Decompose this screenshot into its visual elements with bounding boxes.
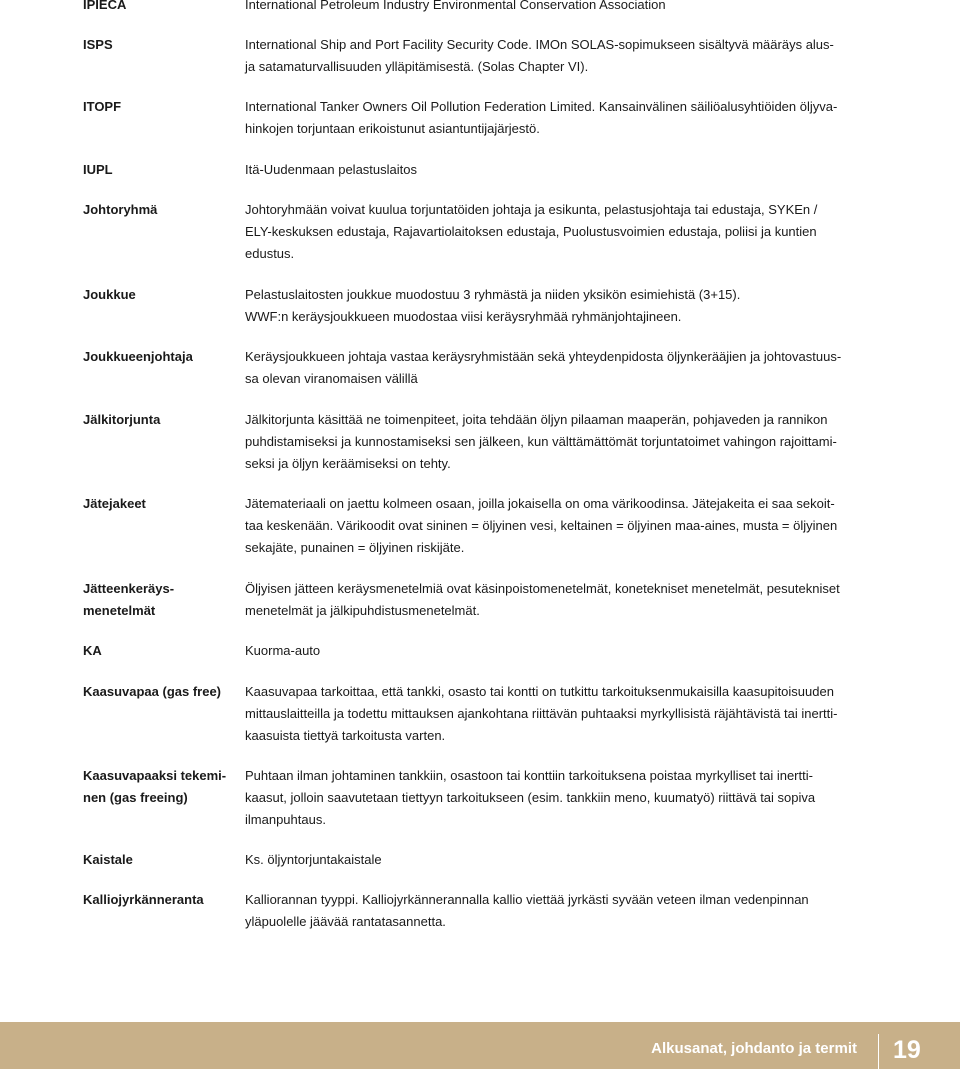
glossary-term: ISPS bbox=[83, 37, 113, 52]
definition-line: sa olevan viranomaisen välillä bbox=[245, 371, 418, 386]
glossary-definition bbox=[245, 0, 855, 16]
glossary-definition bbox=[245, 889, 855, 933]
glossary-term: Jätejakeet bbox=[83, 496, 146, 511]
definition-line: kaasut, jolloin saavutetaan tiettyyn tarkoitukseen (esim. tankkiin meno, kuumatyö) riittävä tai sopiva bbox=[245, 790, 816, 805]
definition-line: Jälkitorjunta käsittää ne toimenpiteet, joita tehdään öljyn pilaaman maaperän, pohjaveden ja rannikon bbox=[245, 412, 828, 427]
glossary-definition bbox=[245, 765, 855, 831]
glossary-definition bbox=[245, 284, 855, 328]
glossary-definition bbox=[245, 640, 855, 662]
definition-line: seksi ja öljyn keräämiseksi on tehty. bbox=[245, 456, 451, 471]
definition-line: Keräysjoukkueen johtaja vastaa keräysryhmistään sekä yhteydenpidosta öljynkerääjien ja johtovastuus- bbox=[245, 349, 842, 364]
glossary-term: Joukkue bbox=[83, 287, 136, 302]
glossary-definition bbox=[245, 493, 855, 559]
glossary-definition bbox=[245, 34, 855, 78]
definition-line: Kalliorannan tyyppi. Kalliojyrkännerannalla kallio viettää jyrkästi syvään veteen ilman vedenpinnan bbox=[245, 892, 809, 907]
definition-line: WWF:n keräysjoukkueen muodostaa viisi keräysryhmää ryhmänjohtajineen. bbox=[245, 309, 682, 324]
glossary-term: Johtoryhmä bbox=[83, 202, 158, 217]
definition-line: taa keskenään. Värikoodit ovat sininen = öljyinen vesi, keltainen = öljyinen maa-aines, musta = öljyinen bbox=[245, 518, 838, 533]
glossary-term: Jälkitorjunta bbox=[83, 412, 161, 427]
glossary-definition bbox=[245, 578, 855, 622]
definition-line: hinkojen torjuntaan erikoistunut asiantuntijajärjestö. bbox=[245, 121, 540, 136]
glossary-term: Kalliojyrkänneranta bbox=[83, 892, 204, 907]
glossary-term: Kaasuvapaa (gas free) bbox=[83, 684, 222, 699]
glossary-definition bbox=[245, 159, 855, 181]
glossary-term: IUPL bbox=[83, 162, 113, 177]
glossary-term: Kaasuvapaaksi tekemi- nen (gas freeing) bbox=[83, 768, 227, 805]
page-number: 19 bbox=[893, 1036, 921, 1064]
glossary-definition bbox=[245, 409, 855, 475]
footer-divider bbox=[878, 1034, 879, 1069]
definition-line: Jätemateriaali on jaettu kolmeen osaan, joilla jokaisella on oma värikoodinsa. Jätejakeita ei saa sekoit- bbox=[245, 496, 835, 511]
glossary-term: Jätteenkeräys- menetelmät bbox=[83, 581, 175, 618]
glossary-term: IPIECA bbox=[83, 0, 127, 12]
definition-line: kaasuista tiettyä tarkoitusta varten. bbox=[245, 728, 446, 743]
glossary-term: Joukkueenjohtaja bbox=[83, 349, 193, 364]
definition-line: puhdistamiseksi ja kunnostamiseksi sen jälkeen, kun välttämättömät torjuntatoimet vahingon rajoittami- bbox=[245, 434, 837, 449]
glossary-definition bbox=[245, 346, 855, 390]
definition-line: Kaasuvapaa tarkoittaa, että tankki, osasto tai kontti on tutkittu tarkoituksenmukaisilla kaasupitoisuuden bbox=[245, 684, 834, 699]
definition-line: International Tanker Owners Oil Pollution Federation Limited. Kansainvälinen säiliöalusyhtiöiden öljyva- bbox=[245, 99, 838, 114]
glossary-definition bbox=[245, 199, 855, 265]
definition-line: Ks. öljyntorjuntakaistale bbox=[245, 852, 382, 867]
glossary-term: KA bbox=[83, 643, 102, 658]
definition-line: Kuorma-auto bbox=[245, 643, 321, 658]
glossary-definition bbox=[245, 849, 855, 871]
definition-line: International Ship and Port Facility Security Code. IMOn SOLAS-sopimukseen sisältyvä määräys alus- bbox=[245, 37, 834, 52]
definition-line: ilmanpuhtaus. bbox=[245, 812, 326, 827]
definition-line: Öljyisen jätteen keräysmenetelmiä ovat käsinpoistomenetelmät, konetekniset menetelmät, pesutekniset bbox=[245, 581, 840, 596]
definition-line: mittauslaitteilla ja todettu mittauksen ajankohtana riittävän puhtaaksi myrkyllisistä räjähtävistä tai inertti- bbox=[245, 706, 838, 721]
glossary-definition bbox=[245, 96, 855, 140]
definition-line: menetelmät ja jälkipuhdistusmenetelmät. bbox=[245, 603, 480, 618]
definition-line: Pelastuslaitosten joukkue muodostuu 3 ryhmästä ja niiden yksikön esimiehistä (3+15). bbox=[245, 287, 741, 302]
definition-line: Johtoryhmään voivat kuulua torjuntatöiden johtaja ja esikunta, pelastusjohtaja tai edustaja, SYKEn / bbox=[245, 202, 818, 217]
glossary-definition bbox=[245, 681, 855, 747]
glossary-term: ITOPF bbox=[83, 99, 122, 114]
definition-line: yläpuolelle jäävää rantatasannetta. bbox=[245, 914, 446, 929]
definition-line: sekajäte, punainen = öljyinen riskijäte. bbox=[245, 540, 465, 555]
glossary-term: Kaistale bbox=[83, 852, 133, 867]
definition-line: ja satamaturvallisuuden ylläpitämisestä. (Solas Chapter VI). bbox=[245, 59, 589, 74]
definition-line: ELY-keskuksen edustaja, Rajavartiolaitoksen edustaja, Puolustusvoimien edustaja, poliisi ja kuntien bbox=[245, 224, 817, 239]
definition-line: International Petroleum Industry Environmental Conservation Association bbox=[245, 0, 666, 12]
definition-line: Puhtaan ilman johtaminen tankkiin, osastoon tai konttiin tarkoituksena poistaa myrkylliset tai inertti- bbox=[245, 768, 813, 783]
footer-section-title: Alkusanat, johdanto ja termit bbox=[651, 1040, 857, 1057]
page-footer bbox=[0, 1022, 960, 1069]
definition-line: edustus. bbox=[245, 246, 295, 261]
definition-line: Itä-Uudenmaan pelastuslaitos bbox=[245, 162, 417, 177]
